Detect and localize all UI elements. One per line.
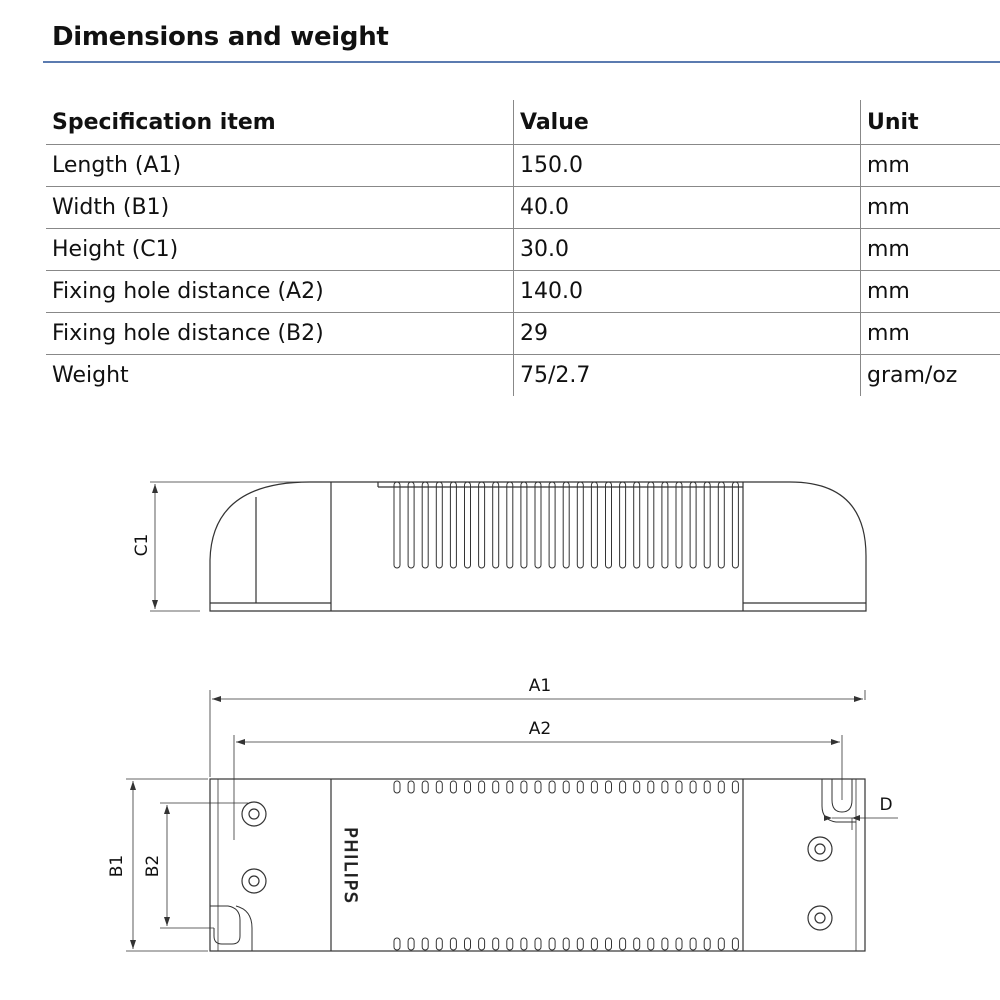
row-unit: mm: [861, 187, 1000, 229]
mounting-hole: [242, 869, 266, 893]
row-item: Length (A1): [46, 145, 514, 187]
top-vent-slots: [394, 781, 738, 793]
row-value: 29: [514, 313, 861, 355]
dimension-drawing: [0, 460, 1000, 1000]
vent-slot: [408, 781, 414, 793]
row-value: 40.0: [514, 187, 861, 229]
vent-slot: [535, 781, 541, 793]
vent-slot: [507, 938, 513, 950]
row-item: Fixing hole distance (A2): [46, 271, 514, 313]
label-b1: B1: [107, 854, 127, 878]
side-view: [150, 482, 866, 611]
table-row: [46, 355, 1000, 397]
row-item: Fixing hole distance (B2): [46, 313, 514, 355]
label-a1: A1: [528, 676, 552, 696]
vent-slot: [563, 938, 569, 950]
vent-slot: [676, 482, 682, 568]
header-spec-item: Specification item: [46, 100, 514, 145]
vent-slot: [465, 482, 471, 568]
brand-logo: PHILIPS: [340, 827, 360, 905]
vent-slot: [535, 938, 541, 950]
label-a2: A2: [528, 719, 552, 739]
side-view-vent-slots: [394, 482, 738, 568]
table-row: [46, 313, 1000, 355]
vent-slot: [549, 938, 555, 950]
table-row: [46, 145, 1000, 187]
vent-slot: [493, 781, 499, 793]
table-row: [46, 271, 1000, 313]
vent-slot: [648, 938, 654, 950]
spec-table: [46, 100, 1000, 396]
vent-slot: [704, 938, 710, 950]
section-title: Dimensions and weight: [52, 22, 389, 52]
vent-slot: [704, 482, 710, 568]
row-item: Height (C1): [46, 229, 514, 271]
vent-slot: [436, 781, 442, 793]
vent-slot: [563, 781, 569, 793]
vent-slot: [732, 781, 738, 793]
vent-slot: [577, 781, 583, 793]
vent-slot: [521, 482, 527, 568]
row-unit: mm: [861, 145, 1000, 187]
mounting-hole: [242, 802, 266, 826]
row-unit: mm: [861, 229, 1000, 271]
vent-slot: [732, 482, 738, 568]
row-value: 150.0: [514, 145, 861, 187]
vent-slot: [465, 938, 471, 950]
vent-slot: [732, 938, 738, 950]
vent-slot: [620, 482, 626, 568]
vent-slot: [690, 482, 696, 568]
mounting-hole: [808, 906, 832, 930]
vent-slot: [408, 938, 414, 950]
vent-slot: [577, 482, 583, 568]
row-value: 30.0: [514, 229, 861, 271]
vent-slot: [394, 482, 400, 568]
vent-slot: [662, 938, 668, 950]
vent-slot: [493, 482, 499, 568]
vent-slot: [479, 482, 485, 568]
vent-slot: [718, 482, 724, 568]
vent-slot: [436, 938, 442, 950]
vent-slot: [690, 938, 696, 950]
vent-slot: [408, 482, 414, 568]
vent-slot: [549, 482, 555, 568]
vent-slot: [606, 938, 612, 950]
vent-slot: [662, 482, 668, 568]
label-c1: C1: [132, 533, 152, 557]
vent-slot: [676, 781, 682, 793]
vent-slot: [648, 781, 654, 793]
row-unit: mm: [861, 271, 1000, 313]
vent-slot: [718, 781, 724, 793]
vent-slot: [648, 482, 654, 568]
vent-slot: [436, 482, 442, 568]
vent-slot: [507, 781, 513, 793]
title-divider: [43, 61, 1000, 63]
bottom-vent-slots: [394, 938, 738, 950]
vent-slot: [479, 781, 485, 793]
top-view: [126, 690, 898, 951]
vent-slot: [620, 938, 626, 950]
vent-slot: [394, 938, 400, 950]
label-b2: B2: [143, 854, 163, 878]
row-item: Weight: [52, 363, 129, 388]
vent-slot: [521, 938, 527, 950]
vent-slot: [535, 482, 541, 568]
vent-slot: [606, 781, 612, 793]
vent-slot: [634, 938, 640, 950]
vent-slot: [591, 938, 597, 950]
vent-slot: [591, 781, 597, 793]
vent-slot: [450, 482, 456, 568]
table-row: [46, 229, 1000, 271]
vent-slot: [620, 781, 626, 793]
vent-slot: [577, 938, 583, 950]
vent-slot: [676, 938, 682, 950]
vent-slot: [422, 482, 428, 568]
vent-slot: [493, 938, 499, 950]
vent-slot: [465, 781, 471, 793]
header-value: Value: [514, 100, 861, 145]
vent-slot: [521, 781, 527, 793]
row-value: 75/2.7: [514, 355, 861, 397]
vent-slot: [479, 938, 485, 950]
vent-slot: [606, 482, 612, 568]
vent-slot: [507, 482, 513, 568]
vent-slot: [662, 781, 668, 793]
mounting-hole: [808, 837, 832, 861]
vent-slot: [563, 482, 569, 568]
vent-slot: [690, 781, 696, 793]
vent-slot: [718, 938, 724, 950]
vent-slot: [704, 781, 710, 793]
vent-slot: [450, 938, 456, 950]
table-row: [46, 187, 1000, 229]
vent-slot: [634, 482, 640, 568]
row-unit: mm: [861, 313, 1000, 355]
header-unit: Unit: [861, 100, 1000, 145]
row-item: Width (B1): [46, 187, 514, 229]
label-d: D: [879, 795, 893, 815]
row-unit: gram/oz: [861, 355, 1000, 397]
row-value: 140.0: [514, 271, 861, 313]
vent-slot: [634, 781, 640, 793]
vent-slot: [422, 938, 428, 950]
vent-slot: [394, 781, 400, 793]
fixing-slot: [210, 906, 240, 944]
table-header-row: [46, 100, 1000, 145]
vent-slot: [549, 781, 555, 793]
vent-slot: [422, 781, 428, 793]
vent-slot: [591, 482, 597, 568]
vent-slot: [450, 781, 456, 793]
